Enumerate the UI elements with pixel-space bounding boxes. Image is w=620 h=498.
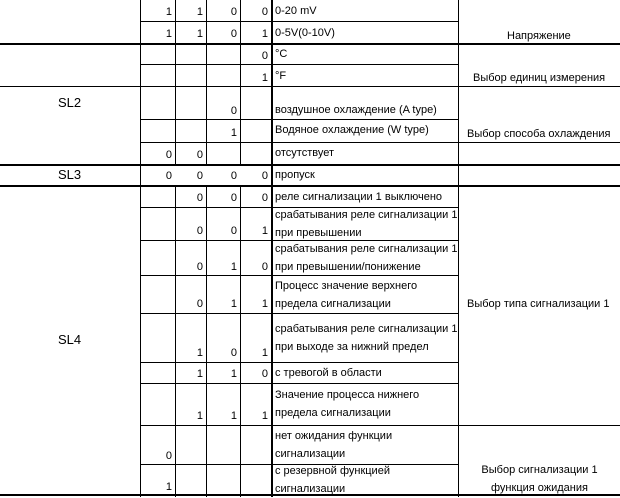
grid-line <box>140 64 458 65</box>
bit-cell: 0 <box>230 347 237 359</box>
grid-line <box>271 0 273 497</box>
group-note-standby: Выбор сигнализации 1 <box>481 464 598 476</box>
bit-cell: 1 <box>196 368 203 380</box>
bit-cell: 0 <box>261 50 268 62</box>
bit-cell: 0 <box>261 368 268 380</box>
bit-cell: 0 <box>230 6 237 18</box>
bit-cell: 1 <box>261 72 268 84</box>
option-description: Процесс значение верхнего предела сигнализации <box>275 280 418 310</box>
option-description: срабатывания реле сигнализации 1 при превышении <box>275 209 458 239</box>
bit-cell: 0 <box>230 28 237 40</box>
option-description: нет ожидания функции сигнализации <box>275 430 393 460</box>
grid-line <box>240 0 241 164</box>
bit-cell: 1 <box>165 6 172 18</box>
option-description: отсутствует <box>275 147 335 159</box>
bit-cell: 0 <box>196 298 203 310</box>
group-note-standby-line2: функция ожидания <box>491 482 588 494</box>
grid-line <box>175 186 176 497</box>
bit-cell: 1 <box>261 225 268 237</box>
group-code-sl2: SL2 <box>58 95 82 110</box>
grid-line <box>206 186 207 497</box>
bit-cell: 1 <box>230 368 237 380</box>
bit-cell: 1 <box>230 127 237 139</box>
bit-cell: 1 <box>165 28 172 40</box>
bit-cell: 0 <box>230 192 237 204</box>
bit-cell: 0 <box>261 170 268 182</box>
bit-cell: 1 <box>230 410 237 422</box>
bit-cell: 1 <box>196 410 203 422</box>
grid-line <box>140 0 141 497</box>
bit-cell: 1 <box>261 347 268 359</box>
bit-cell: 0 <box>230 105 237 117</box>
grid-line <box>140 362 458 363</box>
grid-line <box>0 43 620 45</box>
option-description: с резервной функцией сигнализации <box>275 465 390 495</box>
bit-cell: 0 <box>261 261 268 273</box>
group-note-units: Выбор единиц измерения <box>473 72 606 84</box>
option-description: реле сигнализации 1 выключено <box>275 191 443 203</box>
bit-cell: 1 <box>261 28 268 40</box>
bit-cell: 0 <box>261 192 268 204</box>
group-code-sl3: SL3 <box>58 167 82 182</box>
group-note-alarm-type: Выбор типа сигнализации 1 <box>467 298 610 310</box>
option-description: 0-20 mV <box>275 5 317 17</box>
bit-cell: 1 <box>261 410 268 422</box>
option-description: срабатывания реле сигнализации 1 при выходе за нижний предел <box>275 323 458 353</box>
grid-line <box>0 164 620 166</box>
grid-line <box>140 142 620 143</box>
option-description: °F <box>275 70 287 82</box>
option-description: срабатывания реле сигнализации 1 при превышении/понижение <box>275 243 458 273</box>
option-description: °C <box>275 48 288 60</box>
bit-cell: 1 <box>196 28 203 40</box>
option-description: 0-5V(0-10V) <box>275 27 335 39</box>
grid-line <box>0 86 620 87</box>
bit-cell: 0 <box>230 170 237 182</box>
option-description: Значение процесса нижнего предела сигнализации <box>275 389 420 419</box>
group-note-cooling: Выбор способа охлаждения <box>467 128 611 140</box>
bit-cell: 0 <box>165 170 172 182</box>
grid-line <box>140 383 458 384</box>
bit-cell: 1 <box>196 6 203 18</box>
bit-cell: 1 <box>165 481 172 493</box>
bit-cell: 1 <box>230 298 237 310</box>
bit-cell: 0 <box>165 450 172 462</box>
grid-line <box>206 0 207 164</box>
option-description: Водяное охлаждение (W type) <box>275 124 429 136</box>
group-note-voltage: Напряжение <box>507 30 571 42</box>
option-description: воздушное охлаждение (A type) <box>275 104 437 116</box>
option-description: с тревогой в области <box>275 367 382 379</box>
bit-cell: 0 <box>196 261 203 273</box>
bit-cell: 0 <box>196 192 203 204</box>
grid-line <box>140 119 458 120</box>
bit-cell: 0 <box>196 225 203 237</box>
grid-line <box>140 21 458 22</box>
grid-line <box>0 185 620 187</box>
option-description: пропуск <box>275 169 315 181</box>
bit-cell: 1 <box>230 261 237 273</box>
group-code-sl4: SL4 <box>58 332 82 347</box>
grid-line <box>175 0 176 164</box>
bit-cell: 0 <box>261 6 268 18</box>
bit-cell: 0 <box>165 149 172 161</box>
grid-line <box>240 186 241 497</box>
grid-line <box>140 313 458 314</box>
bit-cell: 0 <box>230 225 237 237</box>
bit-cell: 0 <box>196 149 203 161</box>
bit-cell: 0 <box>196 170 203 182</box>
grid-line <box>140 425 620 426</box>
bit-cell: 1 <box>261 298 268 310</box>
bit-cell: 1 <box>196 347 203 359</box>
